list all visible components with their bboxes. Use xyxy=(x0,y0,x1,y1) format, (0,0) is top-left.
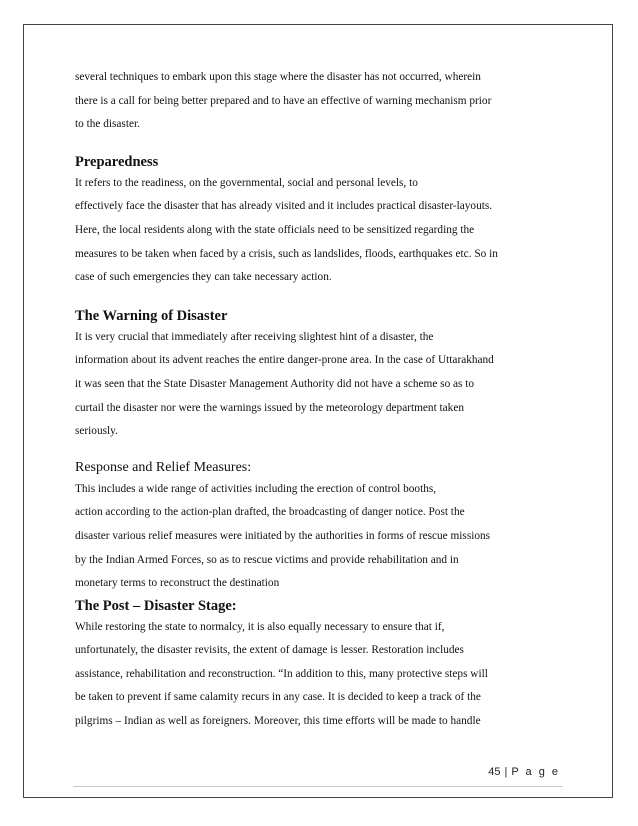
page-footer xyxy=(488,766,560,778)
response-line: This includes a wide range of activities including the erection of control booths, xyxy=(75,482,437,495)
intro-line: several techniques to embark upon this stage where the disaster has not occurred, wherein xyxy=(75,71,481,83)
post-disaster-line: While restoring the state to normalcy, it is also equally necessary to ensure that if, xyxy=(75,620,445,633)
preparedness-section xyxy=(75,152,565,290)
warning-line: curtail the disaster nor were the warnings issued by the meteorology department taken xyxy=(75,401,464,414)
preparedness-line: effectively face the disaster that has already visited and it includes practical disaster-layouts. xyxy=(75,200,493,213)
warning-line: It is very crucial that immediately after receiving slightest hint of a disaster, the xyxy=(75,330,434,343)
post-disaster-line: be taken to prevent if same calamity recurs in any case. It is decided to keep a track of the xyxy=(75,691,481,704)
warning-heading: The Warning of Disaster xyxy=(75,307,228,324)
page-number: 45 xyxy=(488,766,501,778)
post-disaster-line: pilgrims – Indian as well as foreigners. Moreover, this time efforts will be made to handle xyxy=(75,715,481,728)
document-body xyxy=(75,66,565,734)
response-heading: Response and Relief Measures: xyxy=(75,459,252,475)
warning-line: information about its advent reaches the entire danger-prone area. In the case of Uttarakhand xyxy=(75,354,494,367)
response-line: monetary terms to reconstruct the destination xyxy=(75,577,280,590)
preparedness-line: Here, the local residents along with the state officials need to be sensitized regarding the xyxy=(75,223,475,236)
post-disaster-section xyxy=(75,596,565,734)
intro-line: there is a call for being better prepared and to have an effective of warning mechanism prior xyxy=(75,94,492,107)
response-section xyxy=(75,458,565,596)
warning-section xyxy=(75,306,565,444)
post-disaster-line: unfortunately, the disaster revisits, the extent of damage is lesser. Restoration includes xyxy=(75,644,464,657)
warning-line: it was seen that the State Disaster Management Authority did not have a scheme so as to xyxy=(75,377,475,390)
response-line: by the Indian Armed Forces, so as to rescue victims and provide rehabilitation and in xyxy=(75,553,459,566)
page-label: P a g e xyxy=(511,766,560,778)
response-line: disaster various relief measures were initiated by the authorities in forms of rescue missions xyxy=(75,529,491,542)
warning-line: seriously. xyxy=(75,425,118,438)
intro-section xyxy=(75,66,565,137)
preparedness-line: measures to be taken when faced by a crisis, such as landslides, floods, earthquakes etc. So in xyxy=(75,247,498,260)
preparedness-line: It refers to the readiness, on the governmental, social and personal levels, to xyxy=(75,176,418,189)
footer-separator: | xyxy=(504,766,508,778)
footer-rule xyxy=(73,786,563,787)
post-disaster-heading: The Post – Disaster Stage: xyxy=(75,597,237,614)
preparedness-line: case of such emergencies they can take necessary action. xyxy=(75,271,332,284)
response-line: action according to the action-plan drafted, the broadcasting of danger notice. Post the xyxy=(75,506,465,519)
post-disaster-line: assistance, rehabilitation and reconstruction. “In addition to this, many protective steps will xyxy=(75,667,488,680)
preparedness-heading: Preparedness xyxy=(75,153,159,170)
intro-line: to the disaster. xyxy=(75,118,140,131)
